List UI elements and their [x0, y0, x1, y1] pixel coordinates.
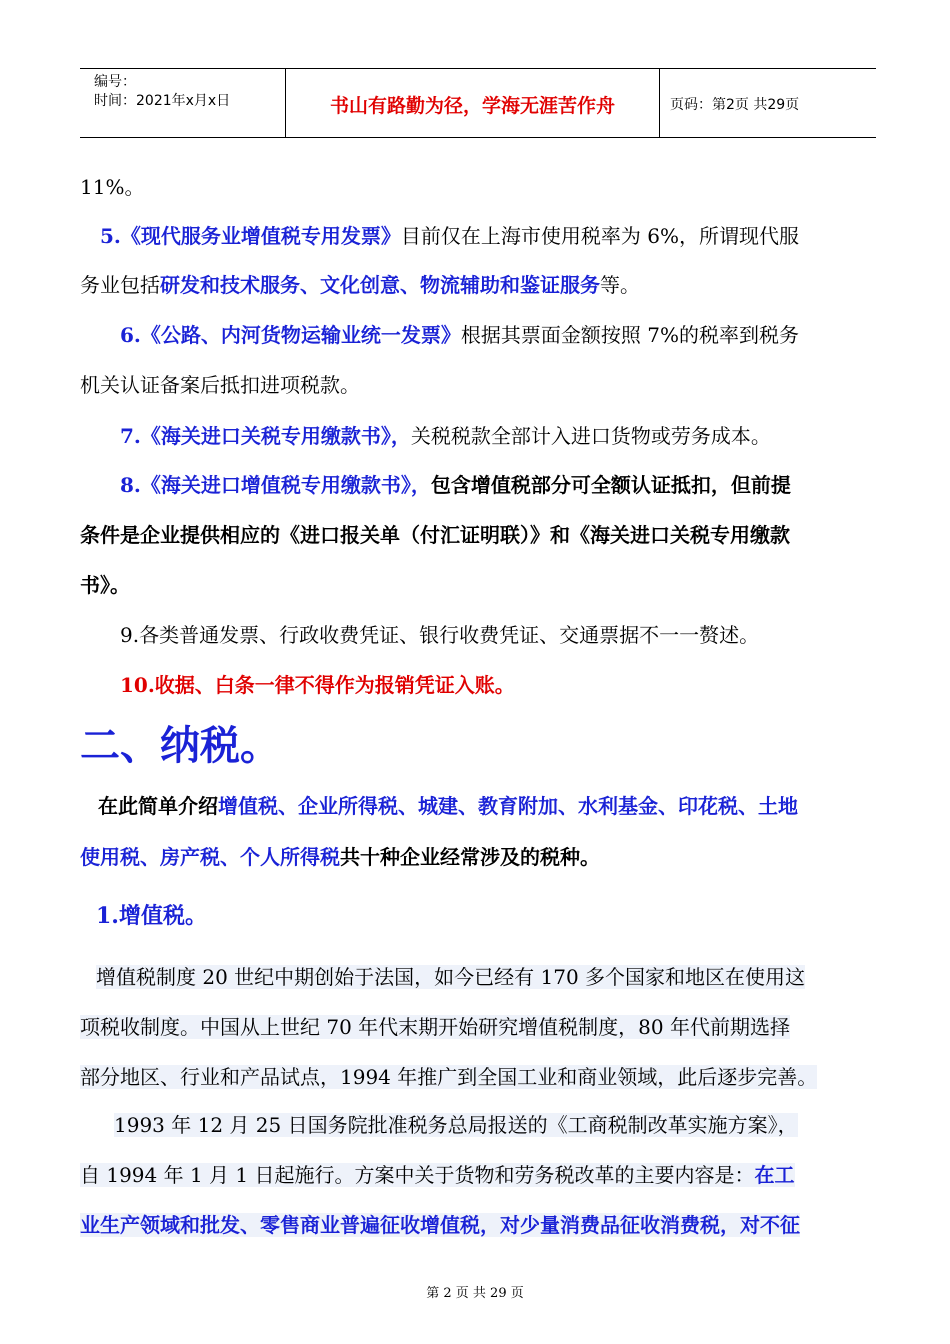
paragraph-8-text: 包含增值税部分可全额认证抵扣，但前提	[430, 473, 791, 497]
number-label: 编号：	[94, 74, 136, 90]
page-footer: 第 2 页 共 29 页	[426, 1286, 524, 1301]
paragraph-5-line1	[100, 221, 905, 251]
paragraph-5-highlight: 研发和技术服务、文化创意、物流辅助和鉴证服务	[160, 273, 600, 297]
paragraph-8-title: 8.《海关进口增值税专用缴款书》，	[120, 473, 431, 497]
vat-line3	[80, 1062, 885, 1092]
header-left-cell	[80, 69, 286, 137]
paragraph-5-text3: 等。	[600, 273, 640, 297]
text-line: 11%。	[80, 175, 145, 199]
header-mid-cell	[286, 69, 660, 137]
vat-line6-text: 业生产领域和批发、零售商业普遍征收增值税，对少量消费品征收消费税，对不征	[80, 1213, 800, 1237]
subsection-heading: 1.增值税。	[96, 903, 207, 929]
vat-line5-text: 自 1994 年 1 月 1 日起施行。方案中关于货物和劳务税改革的主要内容是：	[80, 1163, 755, 1187]
paragraph-9: 9.各类普通发票、行政收费凭证、银行收费凭证、交通票据不一一赘述。	[120, 623, 760, 647]
intro-d: 共十种企业经常涉及的税种。	[340, 845, 600, 869]
intro-c: 使用税、房产税、个人所得税	[80, 845, 340, 869]
vat-line2	[80, 1012, 885, 1042]
vat-line1-text: 增值税制度 20 世纪中期创始于法国，如今已经有 170 多个国家和地区在使用这	[96, 965, 806, 989]
intro-line1	[98, 791, 903, 821]
vat-line6	[80, 1210, 885, 1240]
vat-line2-text: 项税收制度。中国从上世纪 70 年代末期开始研究增值税制度，80 年代前期选择	[80, 1015, 790, 1039]
paragraph-7	[120, 421, 925, 451]
paragraph-8-line1	[120, 470, 925, 500]
paragraph-6-line2: 机关认证备案后抵扣进项税款。	[80, 373, 360, 397]
page-header	[80, 68, 876, 138]
paragraph-5-text: 目前仅在上海市使用税率为 6%，所谓现代服	[400, 224, 799, 248]
vat-line1	[96, 962, 901, 992]
vat-line5-highlight: 在工	[754, 1163, 795, 1187]
paragraph-6-title: 6.《公路、内河货物运输业统一发票》	[120, 323, 461, 347]
date-label: 时间：2021年x月x日	[94, 93, 231, 109]
paragraph-7-text: 关税税款全部计入进口货物或劳务成本。	[410, 424, 771, 448]
paragraph-7-title: 7.《海关进口关税专用缴款书》，	[120, 424, 411, 448]
paragraph-5-text2: 务业包括	[80, 273, 160, 297]
header-right-cell	[660, 69, 876, 137]
vat-line4	[114, 1110, 919, 1140]
section-heading: 二、纳税。	[80, 723, 280, 769]
page-label: 页码：第2页 共29页	[670, 97, 800, 113]
paragraph-10: 10.收据、白条一律不得作为报销凭证入账。	[120, 673, 515, 697]
vat-line5	[80, 1160, 885, 1190]
paragraph-6-line1	[120, 320, 925, 350]
intro-a: 在此简单介绍	[98, 794, 218, 818]
motto: 书山有路勤为径，学海无涯苦作舟	[329, 95, 615, 117]
paragraph-5-title: 5.《现代服务业增值税专用发票》	[100, 224, 401, 248]
vat-line3-text: 部分地区、行业和产品试点，1994 年推广到全国工业和商业领域，此后逐步完善。	[80, 1065, 818, 1089]
paragraph-8-line3: 书》。	[80, 573, 130, 597]
vat-line4-text: 1993 年 12 月 25 日国务院批准税务总局报送的《工商税制改革实施方案》，	[114, 1113, 798, 1137]
paragraph-5-line2	[80, 270, 885, 300]
intro-line2	[80, 842, 885, 872]
paragraph-6-text: 根据其票面金额按照 7%的税率到税务	[460, 323, 799, 347]
paragraph-8-line2: 条件是企业提供相应的《进口报关单（付汇证明联）》和《海关进口关税专用缴款	[80, 523, 790, 547]
intro-b: 增值税、企业所得税、城建、教育附加、水利基金、印花税、土地	[218, 794, 798, 818]
